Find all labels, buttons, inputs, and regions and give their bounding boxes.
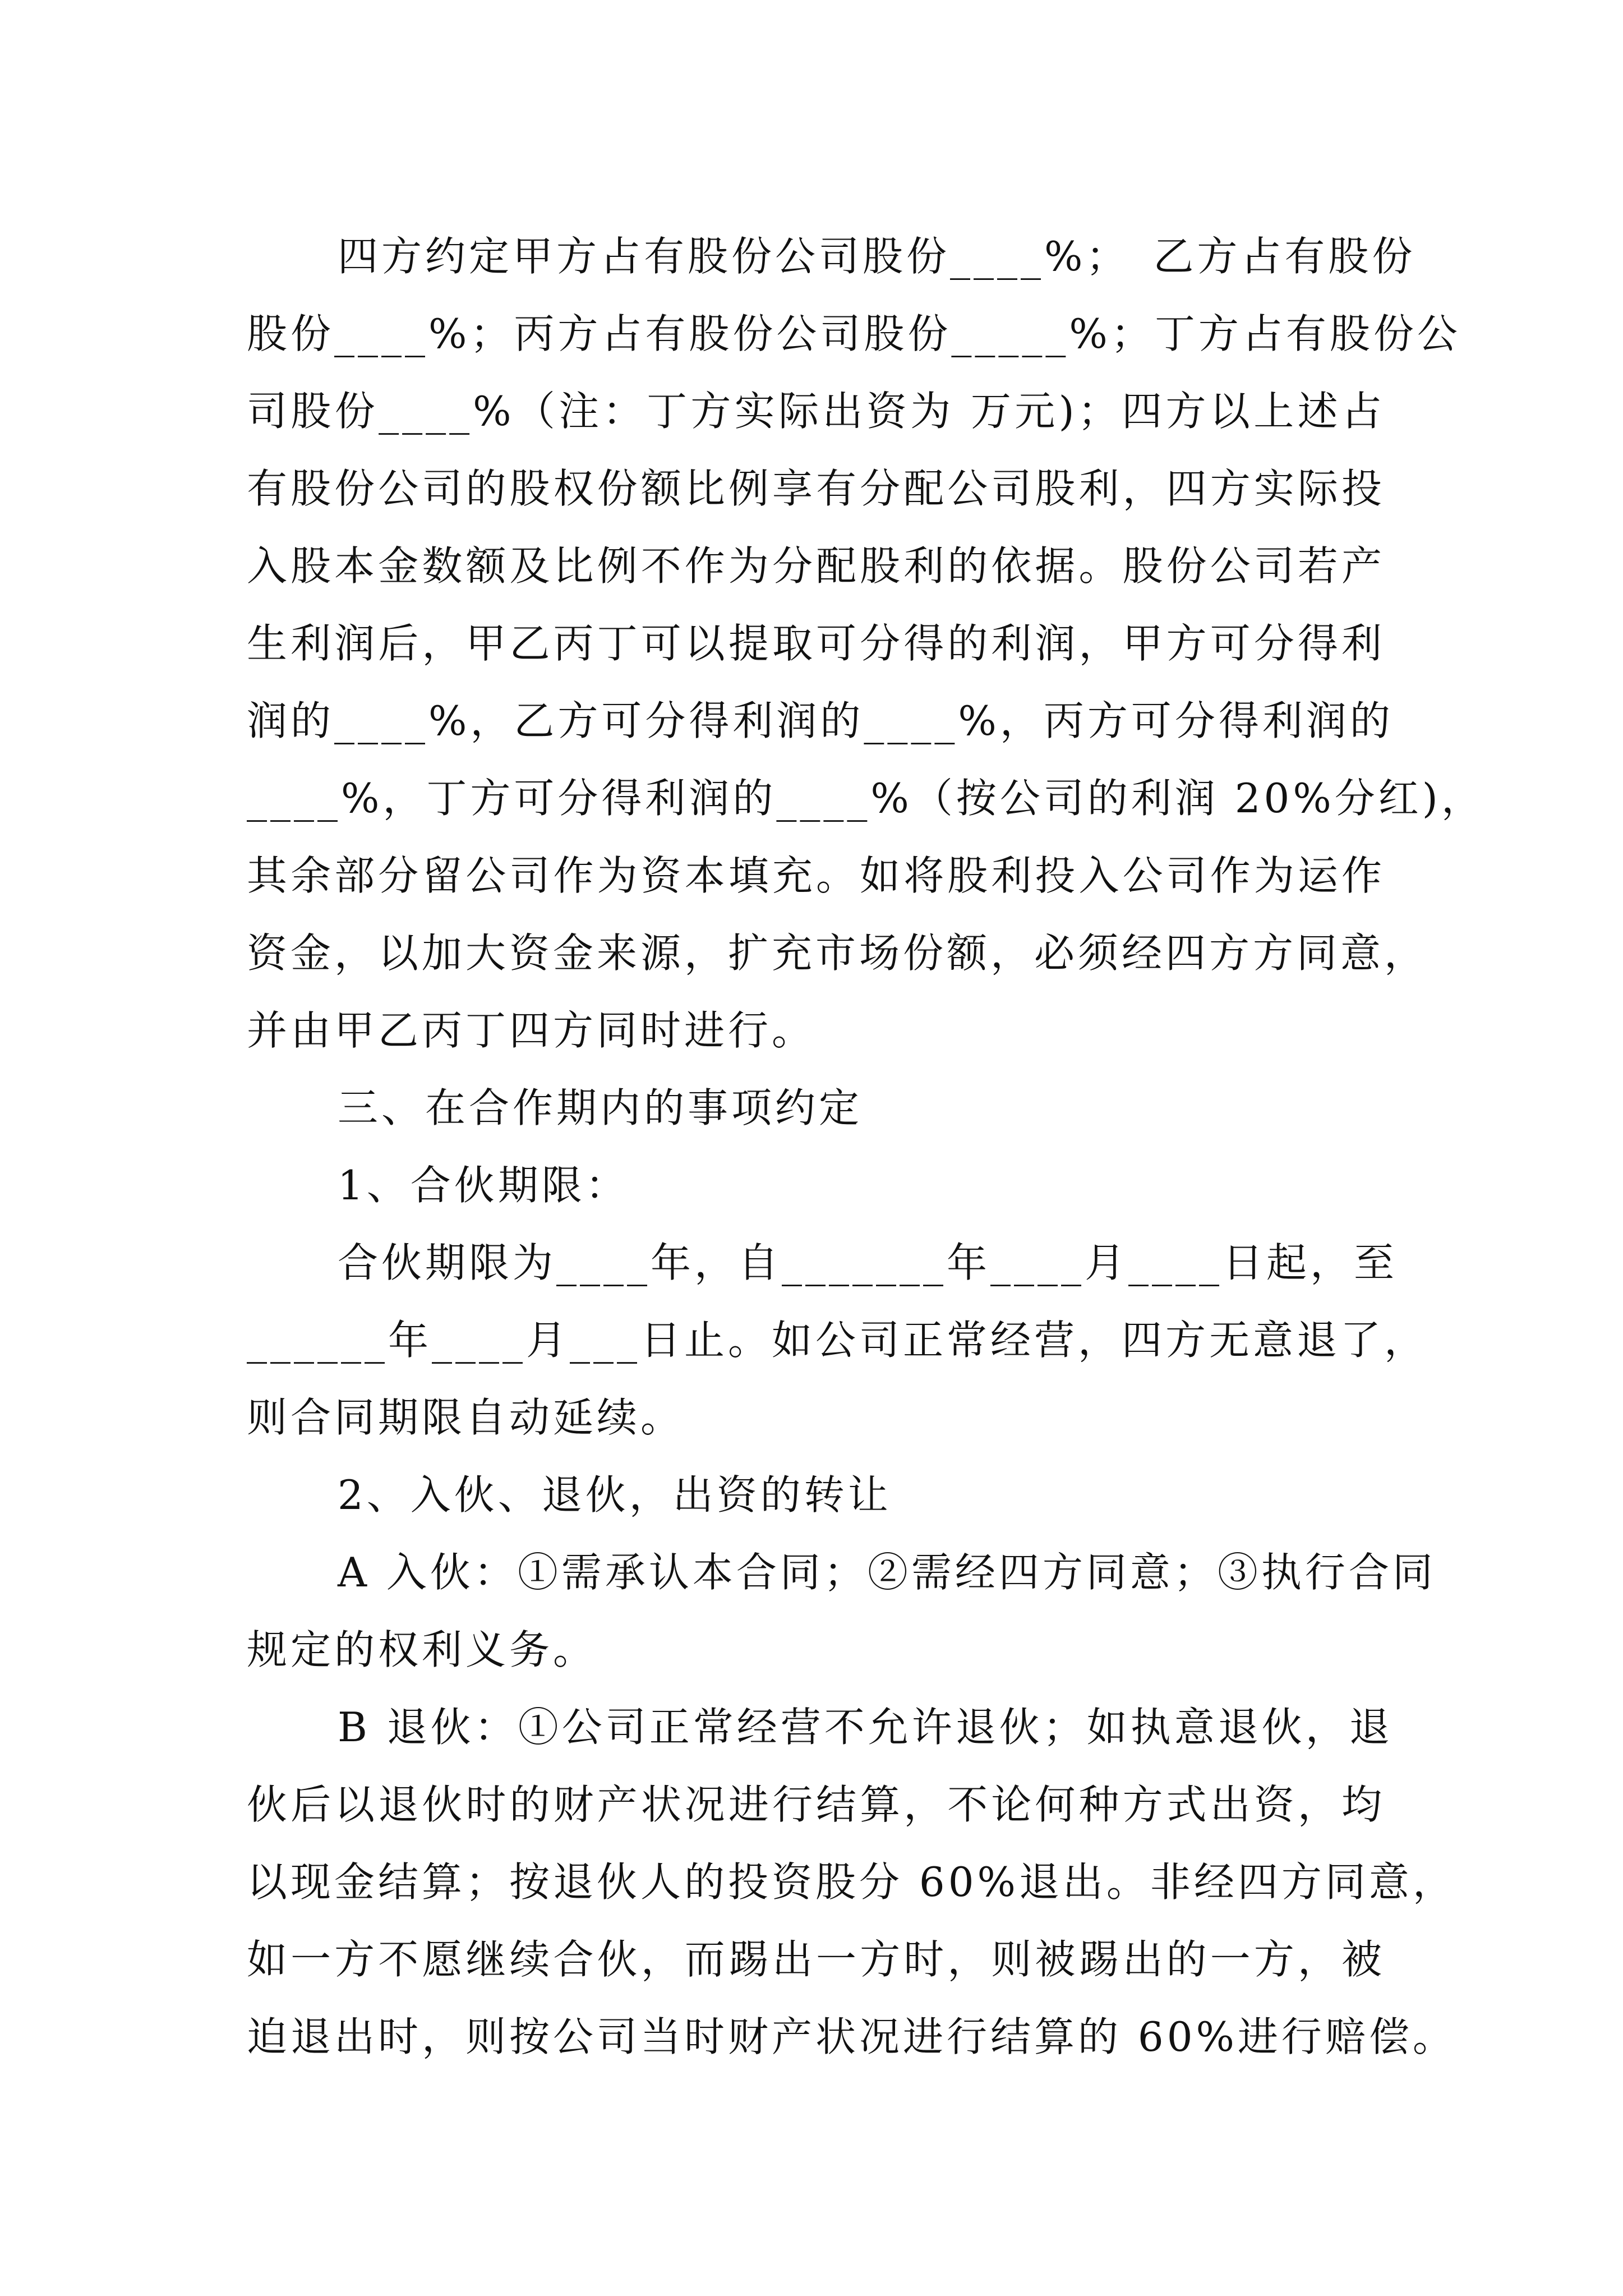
text-line: ____%，丁方可分得利润的____%（按公司的利润 20%分红)， — [247, 775, 1485, 822]
text-line: 润的____%，乙方可分得利润的____%，丙方可分得利润的 — [247, 697, 1394, 744]
text-line: B 退伙：①公司正常经营不允许退伙；如执意退伙，退 — [338, 1704, 1393, 1751]
text-line: 以现金结算；按退伙人的投资股分 60%退出。非经四方同意， — [247, 1858, 1456, 1906]
text-line: 生利润后，甲乙丙丁可以提取可分得的利润，甲方可分得利 — [247, 620, 1385, 667]
section-heading: 三、在合作期内的事项约定 — [338, 1084, 863, 1131]
text-line: A 入伙：①需承认本合同；②需经四方同意；③执行合同 — [338, 1549, 1436, 1596]
text-line: 如一方不愿继续合伙，而踢出一方时，则被踢出的一方，被 — [247, 1936, 1385, 1983]
text-line: 四方约定甲方占有股份公司股份____%； 乙方占有股份 — [338, 233, 1416, 280]
text-line: 迫退出时，则按公司当时财产状况进行结算的 60%进行赔偿。 — [247, 2013, 1456, 2060]
text-line: 有股份公司的股权份额比例享有分配公司股利，四方实际投 — [247, 465, 1385, 512]
text-line: 规定的权利义务。 — [247, 1626, 597, 1673]
text-line: 资金，以加大资金来源，扩充市场份额，必须经四方方同意， — [247, 930, 1428, 977]
text-line: 入股本金数额及比例不作为分配股利的依据。股份公司若产 — [247, 542, 1385, 590]
subsection-heading: 2、入伙、退伙，出资的转让 — [338, 1471, 892, 1519]
text-line: 司股份____%（注：丁方实际出资为 万元)；四方以上述占 — [247, 388, 1385, 435]
document-body — [247, 218, 1485, 2076]
text-line: 股份____%；丙方占有股份公司股份_____%；丁方占有股份公 — [247, 310, 1461, 357]
text-line: 则合同期限自动延续。 — [247, 1394, 685, 1441]
text-line: 其余部分留公司作为资本填充。如将股利投入公司作为运作 — [247, 852, 1385, 899]
text-line: ______年____月___日止。如公司正常经营，四方无意退了， — [247, 1317, 1428, 1364]
text-line: 并由甲乙丙丁四方同时进行。 — [247, 1007, 816, 1054]
text-line: 合伙期限为____年，自_______年____月____日起，至 — [338, 1239, 1398, 1286]
text-line: 伙后以退伙时的财产状况进行结算，不论何种方式出资，均 — [247, 1781, 1385, 1828]
subsection-heading: 1、合伙期限： — [338, 1162, 629, 1209]
